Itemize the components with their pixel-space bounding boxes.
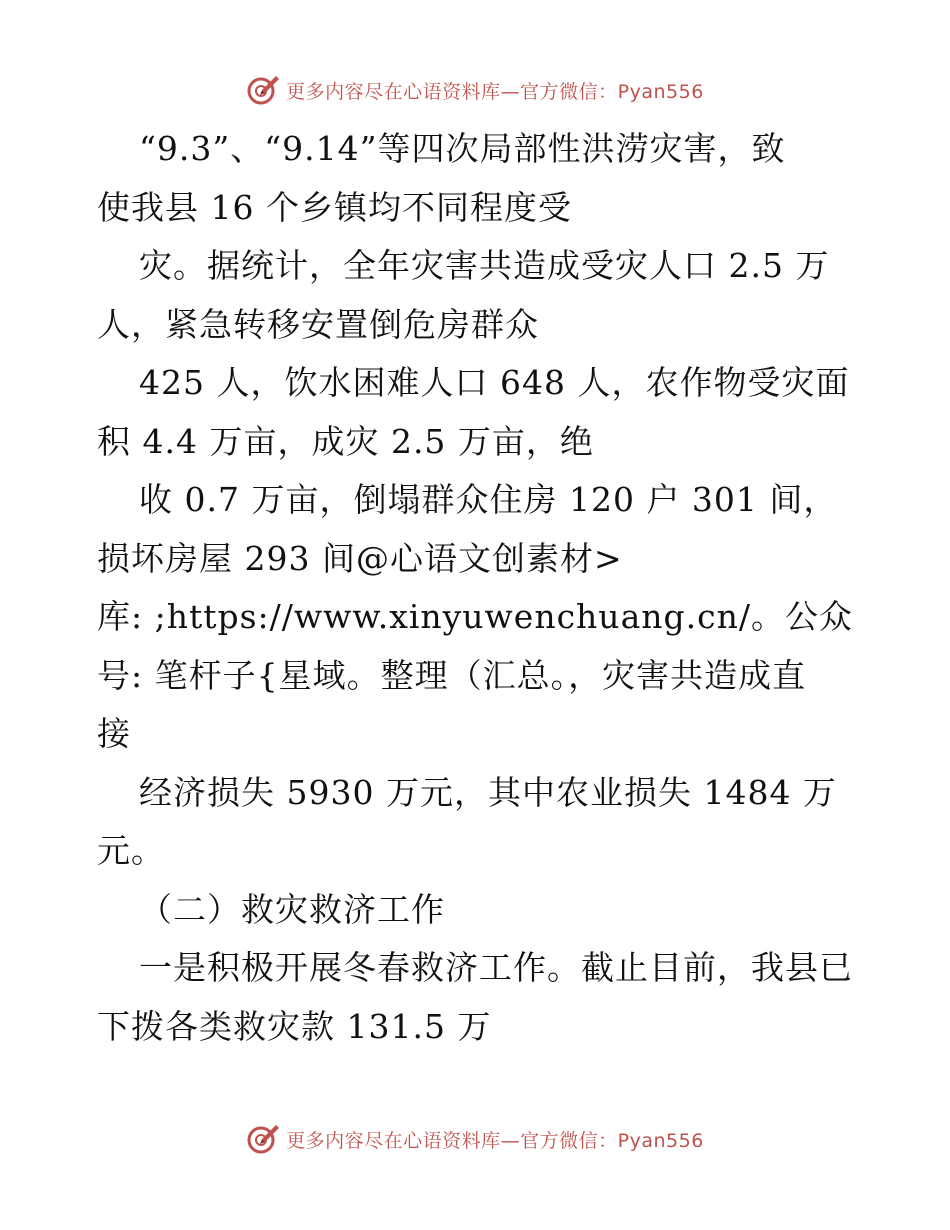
body-line-15: 一是积极开展冬春救济工作。截止目前，我县已 [139, 948, 853, 987]
body-line-11: 接 [97, 714, 131, 753]
body-line-1: “9.3”、“9.14”等四次局部性洪涝灾害，致 [139, 129, 786, 168]
body-line-6: 积 4.4 万亩，成灾 2.5 万亩，绝 [97, 421, 594, 461]
body-line-3: 灾。据统计，全年灾害共造成受灾人口 2.5 万 [139, 246, 830, 285]
footer-banner [0, 1119, 950, 1159]
pen-logo-icon [246, 73, 280, 107]
header-banner [0, 70, 950, 110]
body-line-4: 人，紧急转移安置倒危房群众 [97, 304, 539, 344]
section-heading: （二）救灾救济工作 [139, 889, 445, 929]
body-line-10: 号: 笔杆子{星域。整理（汇总。，灾害共造成直 [97, 655, 807, 695]
body-line-8: 损坏房屋 293 间@心语文创素材> [97, 538, 623, 578]
footer-banner-text: 更多内容尽在心语资料库—官方微信：Pyan556 [286, 1129, 704, 1152]
pen-logo-icon [246, 1122, 280, 1156]
body-line-13: 元。 [97, 831, 165, 870]
body-line-9: 库: ;https://www.xinyuwenchuang.cn/。公众 [97, 597, 853, 636]
body-line-5: 425 人，饮水困难人口 648 人，农作物受灾面 [139, 363, 850, 402]
document-body [97, 120, 857, 1056]
body-line-12: 经济损失 5930 万元，其中农业损失 1484 万 [139, 772, 837, 812]
header-banner-text: 更多内容尽在心语资料库—官方微信：Pyan556 [286, 80, 704, 103]
body-line-16: 下拨各类救灾款 131.5 万 [97, 1006, 492, 1046]
body-line-7: 收 0.7 万亩，倒塌群众住房 120 户 301 间， [139, 480, 838, 519]
body-line-2: 使我县 16 个乡镇均不同程度受 [97, 187, 572, 227]
